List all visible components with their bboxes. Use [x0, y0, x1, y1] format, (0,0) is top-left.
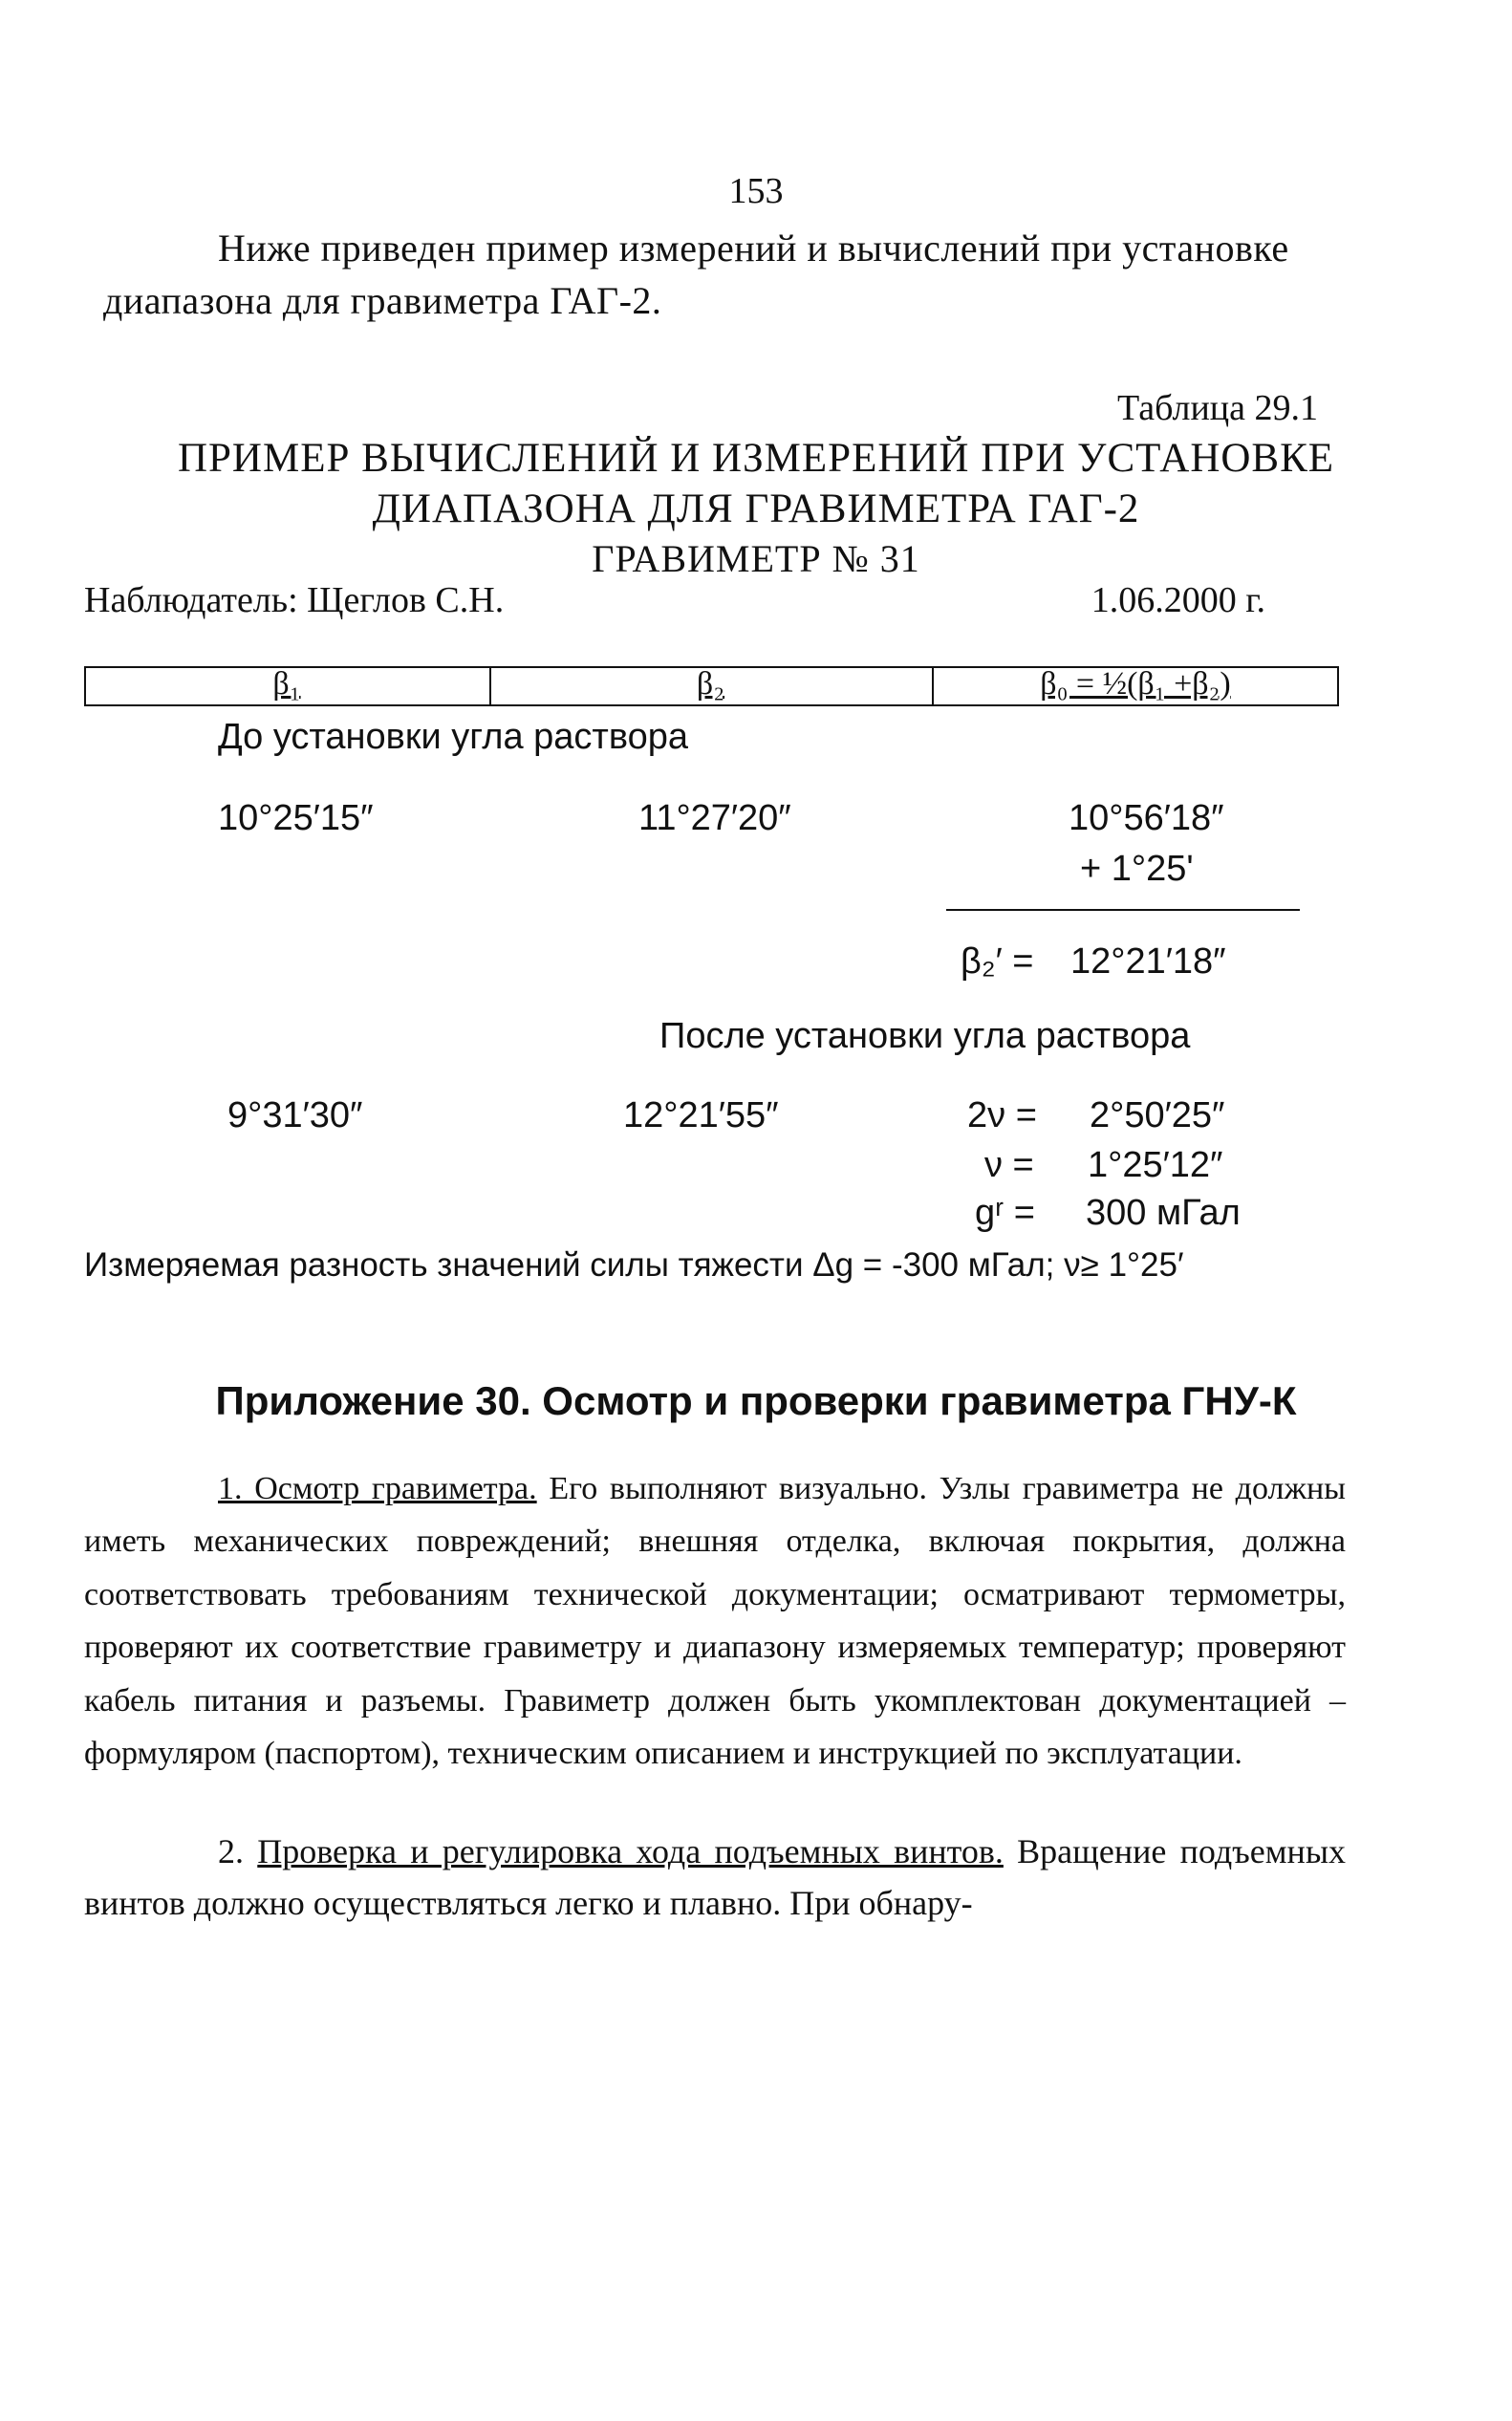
before-beta0-value: 10°56′18″: [1069, 798, 1224, 838]
date-label: 1.06.2000 г.: [1091, 580, 1265, 620]
paragraph-1: [84, 1462, 1346, 1780]
table-footer-note: Измеряемая разность значений силы тяжести Δg = -300 мГал; ν≥ 1°25′: [84, 1246, 1184, 1284]
appendix-title: Приложение 30. Осмотр и проверки гравиметра ГНУ-К: [215, 1378, 1297, 1423]
header-beta0-text: β₀ = ½(β₁ +β₂): [1040, 666, 1231, 702]
before-beta1-value: 10°25′15″: [218, 798, 374, 838]
g-label: gʳ =: [975, 1193, 1035, 1233]
beta2-prime-value: 12°21′18″: [1070, 941, 1226, 982]
header-beta0: [932, 666, 1339, 703]
after-beta1-value: 9°31′30″: [227, 1095, 363, 1135]
paragraph-1-text: Его выполняют визуально. Узлы гравиметра не должны иметь механических повреждений; внешняя отделка, включая покрытия, должна соответствовать требованиям технической документации; осматривают термометры, проверяют их соответствие гравиметру и диапазону измеряемых температур; проверяют кабель питания и разъемы. Гравиметр должен быть укомплектован документацией – формуляром (паспортом), техническим описанием и инструкцией по эксплуатации.: [84, 1471, 1346, 1772]
table-title-line-2: ДИАПАЗОНА ДЛЯ ГРАВИМЕТРА ГАГ-2: [372, 486, 1140, 531]
before-plus-correction: + 1°25': [1080, 849, 1194, 889]
table-label: Таблица 29.1: [1116, 388, 1318, 428]
after-section-label: После установки угла раствора: [659, 1016, 1191, 1056]
nu-label: ν =: [984, 1145, 1034, 1185]
intro-line-2: диапазона для гравиметра ГАГ-2.: [103, 279, 662, 323]
header-beta1: [84, 666, 489, 703]
page-number: 153: [728, 171, 784, 211]
before-beta2-value: 11°27′20″: [638, 798, 791, 838]
header-beta2: [489, 666, 932, 703]
table-title-line-3: ГРАВИМЕТР № 31: [592, 537, 920, 580]
nu-value: 1°25′12″: [1088, 1145, 1223, 1185]
two-nu-value: 2°50′25″: [1090, 1095, 1225, 1135]
header-beta2-text: β₂: [696, 666, 725, 702]
paragraph-1-heading: 1. Осмотр гравиметра.: [218, 1471, 537, 1506]
sum-rule-line: [946, 909, 1300, 911]
paragraph-2-heading: Проверка и регулировка хода подъемных винтов.: [257, 1832, 1004, 1870]
paragraph-2-text: Вращение подъемных винтов должно осуществляться легко и плавно. При обнару-: [84, 1832, 1347, 1922]
g-value: 300 мГал: [1086, 1193, 1241, 1233]
observer-label: Наблюдатель: Щеглов С.Н.: [84, 580, 505, 620]
header-beta1-text: β₁: [272, 666, 301, 702]
before-section-label: До установки угла раствора: [218, 717, 688, 757]
intro-line-1: Ниже приведен пример измерений и вычислений при установке: [218, 227, 1289, 270]
after-beta2-value: 12°21′55″: [623, 1095, 779, 1135]
intro-text: [103, 222, 1289, 327]
table-title-line-1: ПРИМЕР ВЫЧИСЛЕНИЙ И ИЗМЕРЕНИЙ ПРИ УСТАНОВКЕ: [177, 436, 1335, 481]
two-nu-label: 2ν =: [967, 1095, 1037, 1135]
paragraph-2: [84, 1826, 1346, 1929]
beta2-prime-label: β₂′ =: [961, 941, 1034, 982]
paragraph-2-prefix: 2.: [218, 1832, 258, 1870]
